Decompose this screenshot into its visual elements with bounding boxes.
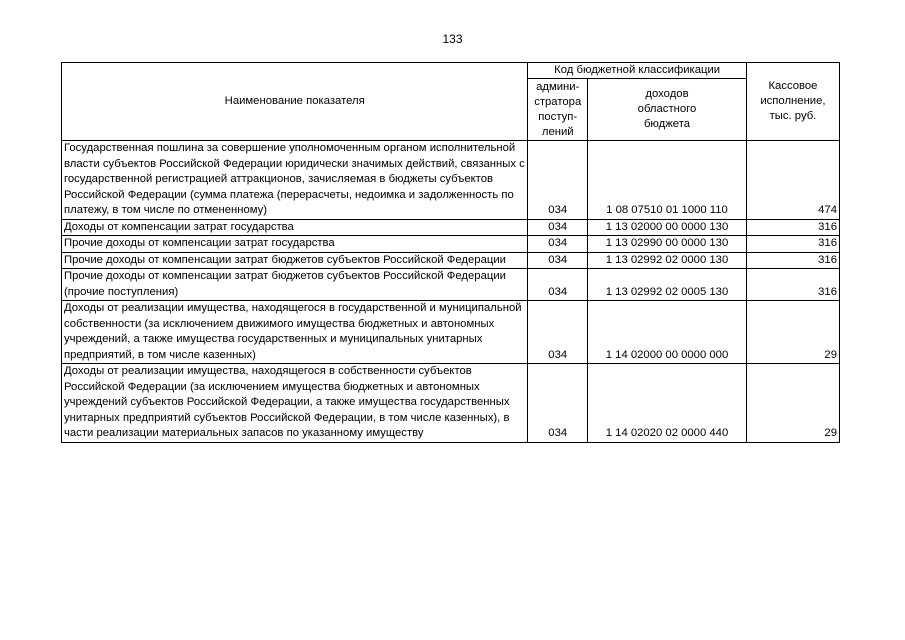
indicator-name-cell: Прочие доходы от компенсации затрат бюджетов субъектов Российской Федерации <box>62 252 528 269</box>
table-row <box>62 301 840 364</box>
header-classification-code: Код бюджетной классификации <box>528 63 747 79</box>
table-row <box>62 269 840 301</box>
income-code-cell: 1 13 02000 00 0000 130 <box>588 219 747 236</box>
administrator-code-cell: 034 <box>528 364 588 443</box>
indicator-name-cell: Прочие доходы от компенсации затрат бюджетов субъектов Российской Федерации (прочие поступления) <box>62 269 528 301</box>
income-code-cell: 1 14 02000 00 0000 000 <box>588 301 747 364</box>
header-cash-execution-text: Кассовое исполнение, тыс. руб. <box>760 80 826 122</box>
cash-execution-cell: 316 <box>746 252 839 269</box>
income-code-cell: 1 13 02990 00 0000 130 <box>588 236 747 253</box>
indicator-name-cell: Прочие доходы от компенсации затрат государства <box>62 236 528 253</box>
table-row <box>62 141 840 220</box>
indicator-name-cell: Государственная пошлина за совершение уполномоченным органом исполнительной власти субъектов Российской Федерации юридически значимых действий, связанных с государственной регистрацией аттракционов, зачисляемая в бюджеты субъектов Российской Федерации (сумма платежа (перерасчеты, недоимка и задолженность по платежу, в том числе по отмененному) <box>62 141 528 220</box>
header-administrator-text: админи- стратора поступ- лений <box>534 80 582 138</box>
income-code-cell: 1 13 02992 02 0000 130 <box>588 252 747 269</box>
header-indicator-name: Наименование показателя <box>62 63 528 141</box>
administrator-code-cell: 034 <box>528 252 588 269</box>
cash-execution-cell: 29 <box>746 301 839 364</box>
table-row <box>62 236 840 253</box>
indicator-name-cell: Доходы от реализации имущества, находящегося в государственной и муниципальной собственности (за исключением движимого имущества бюджетных и автономных учреждений, а также имущества государственных и муниципальных унитарных предприятий, в том числе казенных) <box>62 301 528 364</box>
cash-execution-cell: 316 <box>746 219 839 236</box>
indicator-name-cell: Доходы от реализации имущества, находящегося в собственности субъектов Российской Федерации (за исключением имущества бюджетных и автономных учреждений субъектов Российской Федерации, а также имущества государственных унитарных предприятий субъектов Российской Федерации, в том числе казенных), в части реализации материальных запасов по указанному имуществу <box>62 364 528 443</box>
cash-execution-cell: 316 <box>746 236 839 253</box>
income-code-cell: 1 13 02992 02 0005 130 <box>588 269 747 301</box>
cash-execution-cell: 316 <box>746 269 839 301</box>
administrator-code-cell: 034 <box>528 219 588 236</box>
header-cash-execution <box>746 63 839 141</box>
table-header <box>62 63 840 141</box>
income-code-cell: 1 08 07510 01 1000 110 <box>588 141 747 220</box>
page-number: 133 <box>442 32 463 46</box>
table-row <box>62 252 840 269</box>
header-administrator <box>528 79 588 141</box>
header-regional-budget-income <box>588 79 747 141</box>
income-code-cell: 1 14 02020 02 0000 440 <box>588 364 747 443</box>
table-row <box>62 219 840 236</box>
administrator-code-cell: 034 <box>528 269 588 301</box>
administrator-code-cell: 034 <box>528 236 588 253</box>
administrator-code-cell: 034 <box>528 141 588 220</box>
header-regional-budget-income-text: доходов областного бюджета <box>637 88 697 130</box>
table-body <box>62 141 840 443</box>
cash-execution-cell: 29 <box>746 364 839 443</box>
indicator-name-cell: Доходы от компенсации затрат государства <box>62 219 528 236</box>
cash-execution-cell: 474 <box>746 141 839 220</box>
administrator-code-cell: 034 <box>528 301 588 364</box>
budget-income-table <box>61 62 840 443</box>
table-row <box>62 364 840 443</box>
